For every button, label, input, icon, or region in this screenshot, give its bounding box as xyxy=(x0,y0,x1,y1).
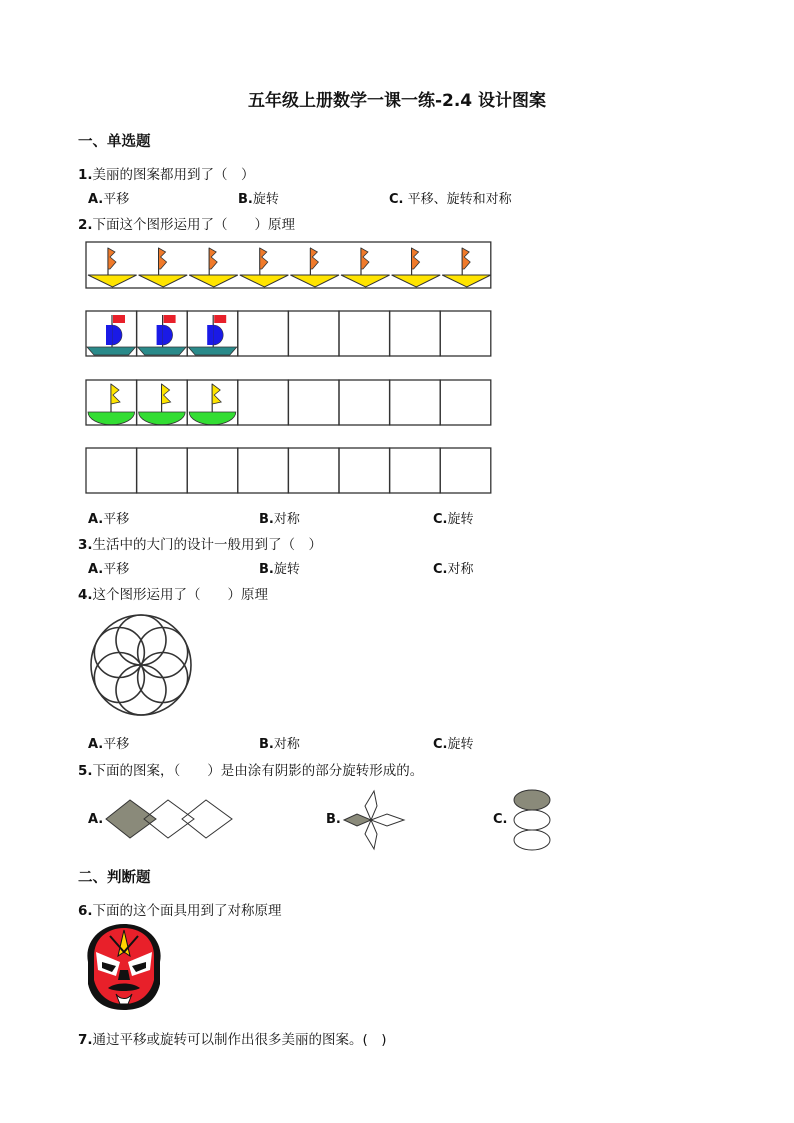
option-a: A.平移 xyxy=(88,192,130,207)
question-text: 这个图形运用了（ ）原理 xyxy=(92,587,269,603)
grid-cell xyxy=(440,448,491,493)
pattern-row-4 xyxy=(86,448,491,493)
option-b: B.对称 xyxy=(259,737,300,752)
flag-boat-icon xyxy=(442,248,491,287)
opera-mask-icon xyxy=(80,922,168,1012)
question-2 xyxy=(78,213,295,233)
grid-cell xyxy=(288,311,339,356)
grid-cell xyxy=(390,448,441,493)
option-c: C. 平移、旋转和对称 xyxy=(389,192,512,207)
green-boat-icon xyxy=(189,384,236,425)
grid-cell xyxy=(137,311,188,356)
question-1 xyxy=(78,163,255,183)
question-number: 7. xyxy=(78,1032,93,1048)
question-text: 生活中的大门的设计一般用到了（ ） xyxy=(92,537,323,553)
sailboat-icon xyxy=(188,315,237,355)
flag-boat-icon xyxy=(341,248,390,287)
grid-cell xyxy=(339,380,390,425)
page-title: 五年级上册数学一课一练-2.4 设计图案 xyxy=(247,91,547,111)
option-c: C.旋转 xyxy=(433,512,474,527)
question-number: 1. xyxy=(78,167,93,183)
grid-cell xyxy=(288,448,339,493)
option-a: A.平移 xyxy=(88,512,130,527)
pattern-row-2 xyxy=(86,311,491,356)
option-b: B.对称 xyxy=(259,512,300,527)
grid-cell xyxy=(238,380,289,425)
grid-cell xyxy=(440,380,491,425)
grid-cell xyxy=(288,380,339,425)
question-text: 下面的这个面具用到了对称原理 xyxy=(92,903,282,919)
question-number: 2. xyxy=(78,217,93,233)
grid-cell xyxy=(440,311,491,356)
pattern-row-3 xyxy=(86,380,491,425)
diamond-pattern-icon xyxy=(104,798,234,840)
pattern-row-1 xyxy=(86,242,491,288)
grid-cell xyxy=(390,311,441,356)
section-heading: 二、判断题 xyxy=(78,870,151,886)
option-c: C. xyxy=(493,812,508,827)
question-number: 5. xyxy=(78,763,93,779)
question-number: 4. xyxy=(78,587,93,603)
option-a: A.平移 xyxy=(88,562,130,577)
grid-cell xyxy=(238,448,289,493)
flag-boat-icon xyxy=(139,248,188,287)
flag-boat-icon xyxy=(290,248,339,287)
question-4 xyxy=(78,583,268,603)
stacked-ovals-icon xyxy=(512,788,552,852)
option-b: B. xyxy=(326,812,341,827)
question-text: 美丽的图案都用到了（ ） xyxy=(92,167,255,183)
question-5 xyxy=(78,759,423,779)
grid-cell xyxy=(187,448,238,493)
question-text: 下面这个图形运用了（ ）原理 xyxy=(92,217,296,233)
question-3 xyxy=(78,533,322,553)
flag-boat-icon xyxy=(88,248,137,287)
flag-boat-icon xyxy=(189,248,238,287)
sailboat-icon xyxy=(138,315,187,355)
green-boat-icon xyxy=(139,384,186,425)
question-text: 通过平移或旋转可以制作出很多美丽的图案。( ) xyxy=(92,1032,387,1048)
question-6 xyxy=(78,899,282,919)
grid-cell xyxy=(187,311,238,356)
grid-cell xyxy=(86,311,137,356)
option-b: B.旋转 xyxy=(259,562,300,577)
question-7 xyxy=(78,1028,387,1048)
question-number: 6. xyxy=(78,903,93,919)
sailboat-icon xyxy=(87,315,136,355)
flag-boat-icon xyxy=(392,248,441,287)
option-c: C.对称 xyxy=(433,562,474,577)
grid-cell xyxy=(137,448,188,493)
grid-cell xyxy=(390,380,441,425)
grid-cell xyxy=(86,380,137,425)
option-a: A. xyxy=(88,812,104,827)
green-boat-icon xyxy=(88,384,135,425)
flag-boat-icon xyxy=(240,248,289,287)
section-heading: 一、单选题 xyxy=(78,134,151,150)
four-petal-icon xyxy=(343,790,405,850)
question-text: 下面的图案，（ ）是由涂有阴影的部分旋转形成的。 xyxy=(92,763,424,779)
option-b: B.旋转 xyxy=(238,192,279,207)
grid-cell xyxy=(187,380,238,425)
option-c: C.旋转 xyxy=(433,737,474,752)
grid-cell xyxy=(86,448,137,493)
grid-cell xyxy=(339,448,390,493)
grid-cell xyxy=(238,311,289,356)
option-a: A.平移 xyxy=(88,737,130,752)
grid-cell xyxy=(339,311,390,356)
grid-cell xyxy=(137,380,188,425)
flower-circle-icon xyxy=(88,612,194,718)
question-number: 3. xyxy=(78,537,93,553)
